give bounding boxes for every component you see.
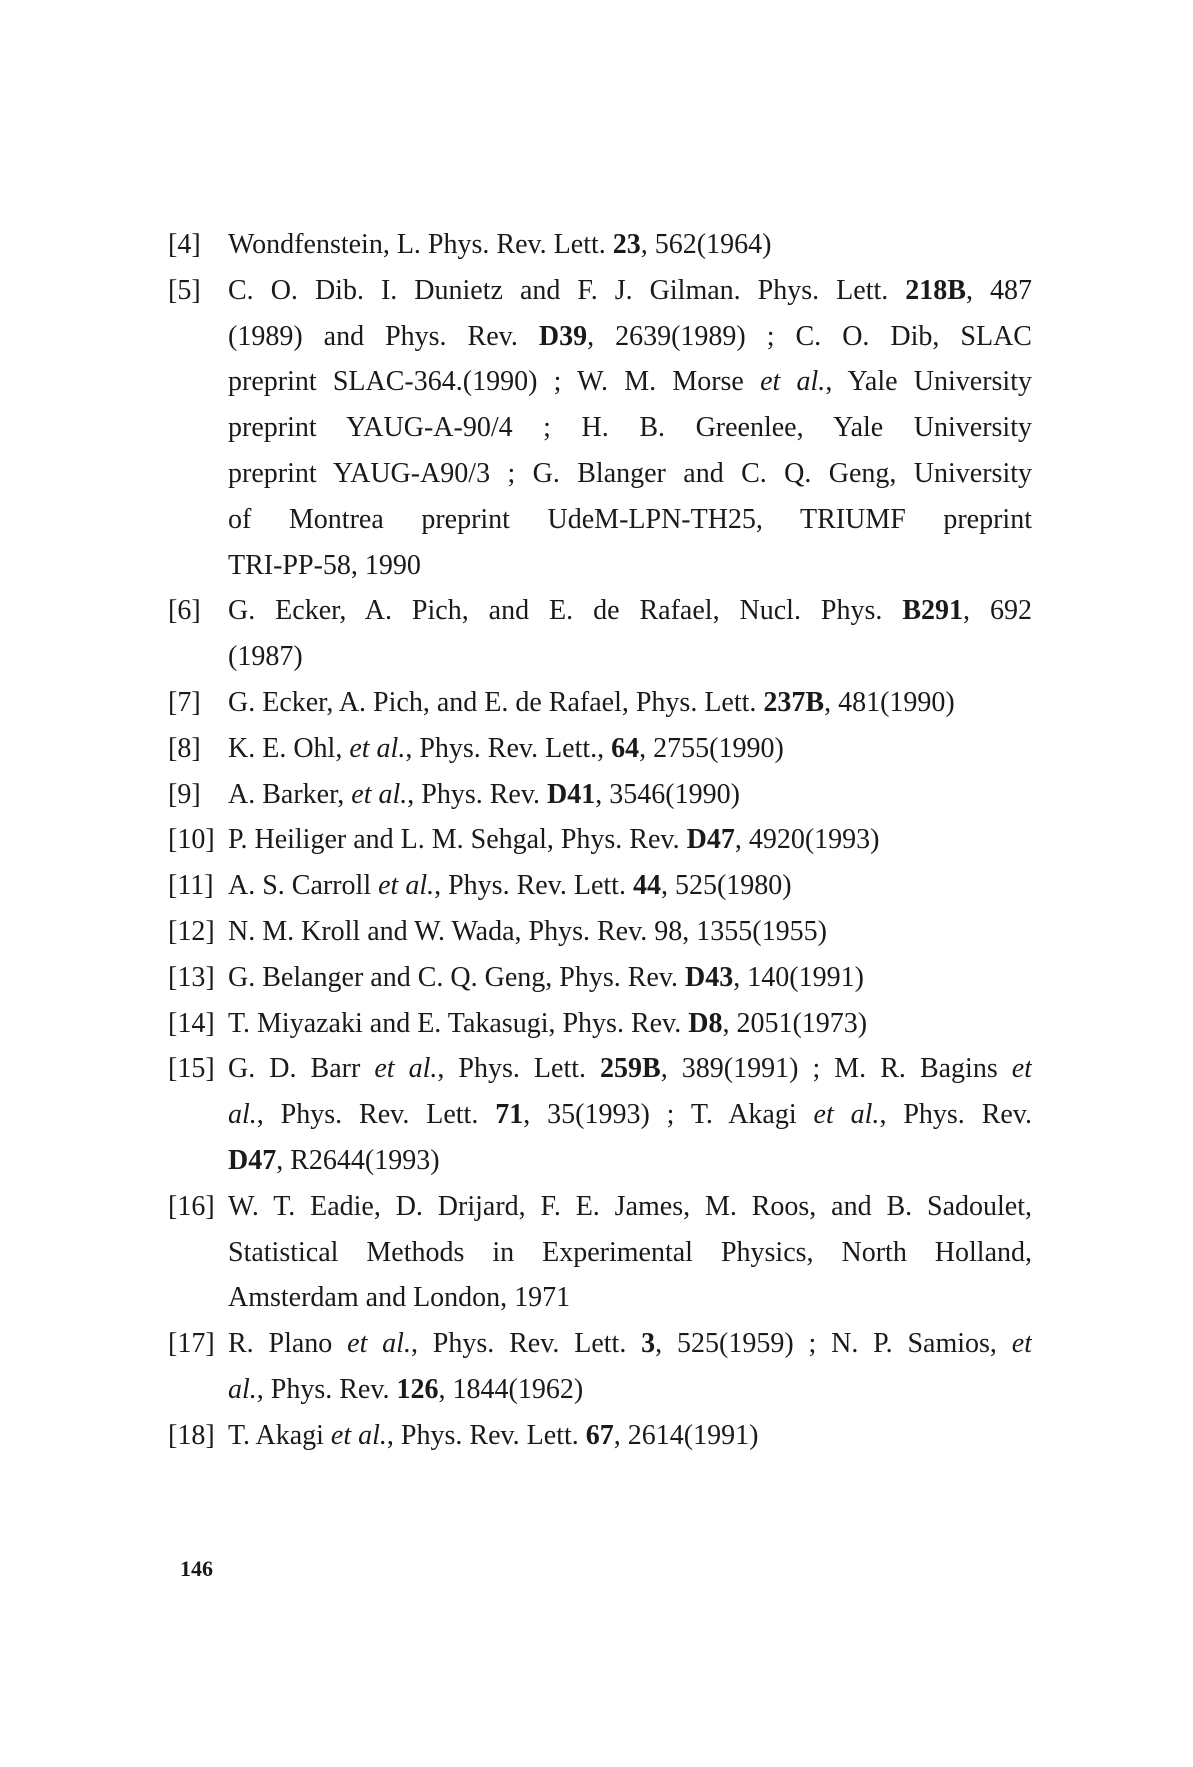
reference-text: , Yale University xyxy=(825,366,1032,398)
reference-number: [5] xyxy=(168,274,201,306)
volume-number: 259B xyxy=(600,1053,661,1085)
reference-text: , Phys. Rev. Lett. xyxy=(434,870,633,902)
reference-number: [6] xyxy=(168,595,201,627)
volume-number: D41 xyxy=(547,778,596,810)
et-al-italic: al. xyxy=(228,1099,257,1131)
reference-entry xyxy=(168,955,1032,1001)
reference-text: , 525(1959) ; N. P. Samios, xyxy=(655,1328,1012,1360)
reference-line xyxy=(168,1184,1032,1230)
reference-text: TRI-PP-58, 1990 xyxy=(228,549,421,581)
reference-text: (1989) and Phys. Rev. xyxy=(228,320,539,352)
reference-text: , 692 xyxy=(963,595,1032,627)
reference-line xyxy=(168,222,1032,268)
reference-text: , Phys. Rev. xyxy=(407,778,548,810)
reference-number: [7] xyxy=(168,686,201,718)
volume-number: 3 xyxy=(641,1328,656,1360)
volume-number: 71 xyxy=(495,1099,524,1131)
reference-line xyxy=(168,863,1032,909)
reference-list xyxy=(168,222,1032,1459)
volume-number: B291 xyxy=(902,595,964,627)
reference-entry xyxy=(168,863,1032,909)
reference-text: R. Plano xyxy=(228,1328,348,1360)
volume-number: 237B xyxy=(763,686,825,718)
reference-text: Wondfenstein, L. Phys. Rev. Lett. xyxy=(228,229,613,260)
reference-number: [15] xyxy=(168,1053,215,1085)
reference-text: , R2644(1993) xyxy=(276,1144,440,1176)
reference-number: [18] xyxy=(168,1419,215,1451)
reference-line xyxy=(168,1413,1032,1459)
reference-text: , Phys. Rev. Lett. xyxy=(256,1099,496,1131)
reference-text: preprint SLAC-364.(1990) ; W. M. Morse xyxy=(228,366,761,398)
reference-line xyxy=(168,1275,1032,1321)
reference-number: [12] xyxy=(168,915,215,947)
reference-entry xyxy=(168,588,1032,680)
et-al-italic: et al. xyxy=(349,732,406,764)
reference-text: G. Ecker, A. Pich, and E. de Rafael, Nucl. Phys. xyxy=(228,595,903,627)
reference-text: preprint YAUG-A90/3 ; G. Blanger and C. Q. Geng, University xyxy=(228,457,1032,489)
reference-text: , 1844(1962) xyxy=(438,1373,584,1405)
et-al-italic: et xyxy=(1011,1053,1032,1085)
reference-text: , Phys. Rev. xyxy=(879,1099,1032,1131)
reference-text: (1987) xyxy=(228,641,303,673)
reference-entry xyxy=(168,1046,1032,1183)
et-al-italic: et al. xyxy=(330,1419,387,1451)
volume-number: 23 xyxy=(612,229,641,260)
reference-text: A. S. Carroll xyxy=(228,870,379,902)
reference-text: of Montrea preprint UdeM-LPN-TH25, TRIUMF preprint xyxy=(228,503,1032,535)
reference-line xyxy=(168,909,1032,955)
reference-text: , 2051(1973) xyxy=(722,1007,868,1039)
reference-line xyxy=(168,1046,1032,1092)
volume-number: D8 xyxy=(688,1007,723,1039)
reference-text: T. Miyazaki and E. Takasugi, Phys. Rev. xyxy=(228,1007,689,1039)
reference-number: [13] xyxy=(168,961,215,993)
volume-number: D43 xyxy=(685,961,734,993)
reference-line xyxy=(168,1230,1032,1276)
reference-line xyxy=(168,405,1032,451)
reference-text: W. T. Eadie, D. Drijard, F. E. James, M. Roos, and B. Sadoulet, xyxy=(228,1190,1032,1222)
reference-entry xyxy=(168,1321,1032,1413)
reference-text: , 525(1980) xyxy=(660,870,792,902)
reference-text: , 481(1990) xyxy=(824,686,955,718)
reference-text: K. E. Ohl, xyxy=(228,732,350,764)
reference-line xyxy=(168,588,1032,634)
reference-text: , Phys. Rev. Lett. xyxy=(386,1419,586,1451)
reference-line xyxy=(168,1001,1032,1047)
volume-number: 218B xyxy=(905,274,966,306)
reference-line xyxy=(168,726,1032,772)
reference-entry xyxy=(168,222,1032,268)
reference-entry xyxy=(168,909,1032,955)
reference-number: [9] xyxy=(168,778,201,810)
reference-entry xyxy=(168,1184,1032,1321)
et-al-italic: et al. xyxy=(351,778,408,810)
et-al-italic: et al. xyxy=(813,1099,880,1131)
volume-number: D39 xyxy=(538,320,588,352)
reference-text: , 562(1964) xyxy=(640,229,772,260)
reference-line xyxy=(168,1321,1032,1367)
reference-text: , 4920(1993) xyxy=(734,824,880,856)
reference-text: , 3546(1990) xyxy=(595,778,740,810)
reference-text: Statistical Methods in Experimental Physics, North Holland, xyxy=(228,1236,1032,1268)
reference-number: [10] xyxy=(168,824,215,856)
reference-text: preprint YAUG-A-90/4 ; H. B. Greenlee, Yale University xyxy=(228,412,1032,444)
reference-text: P. Heiliger and L. M. Sehgal, Phys. Rev. xyxy=(228,824,687,856)
reference-number: [4] xyxy=(168,229,201,260)
et-al-italic: et xyxy=(1011,1328,1032,1360)
reference-line xyxy=(168,1092,1032,1138)
reference-text: , 2639(1989) ; C. O. Dib, SLAC xyxy=(587,320,1032,352)
et-al-italic: et al. xyxy=(374,1053,438,1085)
reference-line xyxy=(168,1367,1032,1413)
reference-number: [8] xyxy=(168,732,201,764)
reference-text: G. Ecker, A. Pich, and E. de Rafael, Phys. Lett. xyxy=(228,686,764,718)
reference-text: , 389(1991) ; M. R. Bagins xyxy=(660,1053,1012,1085)
reference-entry xyxy=(168,772,1032,818)
reference-text: , 2755(1990) xyxy=(639,732,784,764)
page-number: 146 xyxy=(180,1556,213,1581)
reference-line xyxy=(168,268,1032,314)
volume-number: D47 xyxy=(686,824,735,856)
reference-line xyxy=(168,772,1032,818)
reference-text: C. O. Dib. I. Dunietz and F. J. Gilman. Phys. Lett. xyxy=(228,274,906,306)
reference-text: Amsterdam and London, 1971 xyxy=(228,1282,571,1314)
reference-line xyxy=(168,359,1032,405)
et-al-italic: et al. xyxy=(347,1328,411,1360)
volume-number: 44 xyxy=(632,870,661,902)
volume-number: D47 xyxy=(228,1144,277,1176)
reference-number: [16] xyxy=(168,1190,215,1222)
reference-text: , Phys. Rev. xyxy=(256,1373,397,1405)
reference-text: , Phys. Rev. Lett., xyxy=(405,732,612,764)
reference-text: , 35(1993) ; T. Akagi xyxy=(523,1099,814,1131)
reference-entry xyxy=(168,680,1032,726)
reference-line xyxy=(168,1138,1032,1184)
reference-line xyxy=(168,451,1032,497)
reference-entry xyxy=(168,1001,1032,1047)
reference-entry xyxy=(168,726,1032,772)
reference-text: , 2614(1991) xyxy=(613,1419,759,1451)
reference-line xyxy=(168,817,1032,863)
reference-line xyxy=(168,497,1032,543)
reference-entry xyxy=(168,268,1032,589)
reference-entry xyxy=(168,817,1032,863)
reference-text: T. Akagi xyxy=(228,1419,331,1451)
reference-text: G. Belanger and C. Q. Geng, Phys. Rev. xyxy=(228,961,686,993)
reference-entry xyxy=(168,1413,1032,1459)
reference-text: , 487 xyxy=(965,274,1032,306)
et-al-italic: et al. xyxy=(760,366,826,398)
volume-number: 64 xyxy=(611,732,640,764)
volume-number: 126 xyxy=(396,1373,439,1405)
reference-line xyxy=(168,634,1032,680)
reference-line xyxy=(168,955,1032,1001)
volume-number: 67 xyxy=(585,1419,614,1451)
reference-text: N. M. Kroll and W. Wada, Phys. Rev. 98, 1355(1955) xyxy=(228,915,827,947)
et-al-italic: et al. xyxy=(378,870,435,902)
reference-number: [17] xyxy=(168,1328,215,1360)
reference-number: [14] xyxy=(168,1007,215,1039)
et-al-italic: al. xyxy=(228,1373,257,1405)
reference-line xyxy=(168,680,1032,726)
reference-text: , 140(1991) xyxy=(733,961,864,993)
reference-line xyxy=(168,543,1032,589)
reference-text: , Phys. Rev. Lett. xyxy=(410,1328,642,1360)
reference-line xyxy=(168,314,1032,360)
reference-text: A. Barker, xyxy=(228,778,352,810)
reference-number: [11] xyxy=(168,870,214,902)
reference-text: G. D. Barr xyxy=(228,1053,375,1085)
reference-text: , Phys. Lett. xyxy=(437,1053,601,1085)
